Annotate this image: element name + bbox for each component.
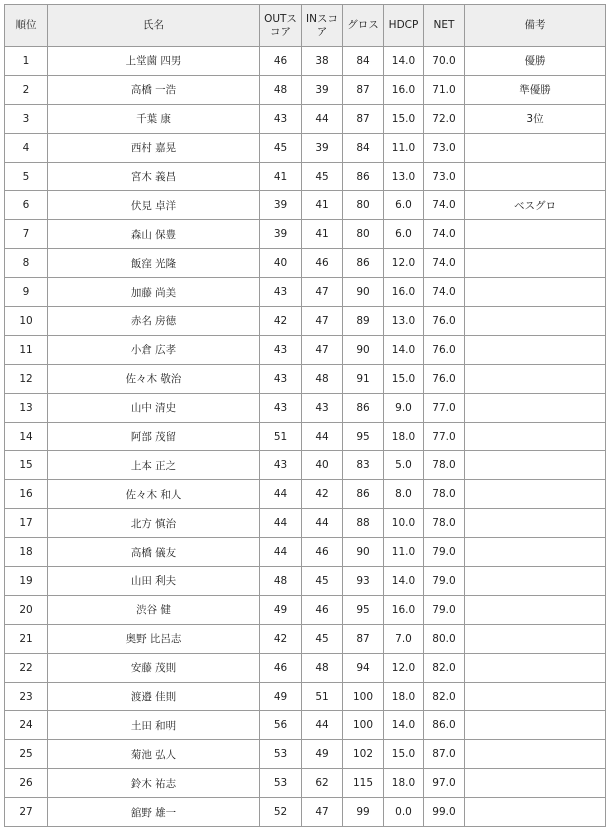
cell-net: 78.0: [424, 451, 465, 480]
cell-hdcp: 18.0: [384, 422, 424, 451]
cell-out-score: 44: [260, 538, 302, 567]
cell-rank: 24: [5, 711, 48, 740]
cell-gross: 87: [343, 104, 384, 133]
cell-hdcp: 12.0: [384, 653, 424, 682]
cell-hdcp: 13.0: [384, 307, 424, 336]
cell-name: 渋谷 健: [48, 595, 260, 624]
cell-rank: 16: [5, 480, 48, 509]
cell-net: 87.0: [424, 740, 465, 769]
cell-out-score: 43: [260, 393, 302, 422]
cell-rank: 22: [5, 653, 48, 682]
cell-rank: 26: [5, 769, 48, 798]
cell-hdcp: 14.0: [384, 47, 424, 76]
cell-notes: [465, 711, 606, 740]
cell-in-score: 41: [302, 191, 343, 220]
cell-name: 渡邉 佳則: [48, 682, 260, 711]
cell-name: 山中 清史: [48, 393, 260, 422]
cell-notes: [465, 682, 606, 711]
cell-net: 99.0: [424, 798, 465, 827]
table-row: [5, 538, 606, 567]
cell-name: 佐々木 敬治: [48, 364, 260, 393]
cell-net: 76.0: [424, 307, 465, 336]
cell-gross: 84: [343, 133, 384, 162]
cell-hdcp: 16.0: [384, 75, 424, 104]
cell-notes: [465, 769, 606, 798]
cell-rank: 15: [5, 451, 48, 480]
cell-rank: 25: [5, 740, 48, 769]
cell-in-score: 40: [302, 451, 343, 480]
cell-net: 78.0: [424, 509, 465, 538]
cell-gross: 84: [343, 47, 384, 76]
cell-net: 70.0: [424, 47, 465, 76]
cell-out-score: 49: [260, 595, 302, 624]
cell-notes: [465, 422, 606, 451]
cell-net: 74.0: [424, 220, 465, 249]
cell-hdcp: 10.0: [384, 509, 424, 538]
cell-rank: 23: [5, 682, 48, 711]
cell-out-score: 51: [260, 422, 302, 451]
cell-out-score: 43: [260, 335, 302, 364]
table-row: [5, 682, 606, 711]
header-net: NET: [424, 5, 465, 47]
cell-in-score: 46: [302, 538, 343, 567]
cell-out-score: 49: [260, 682, 302, 711]
cell-name: 加藤 尚美: [48, 278, 260, 307]
cell-notes: [465, 653, 606, 682]
cell-name: 菊池 弘人: [48, 740, 260, 769]
cell-in-score: 44: [302, 422, 343, 451]
cell-net: 77.0: [424, 393, 465, 422]
cell-gross: 91: [343, 364, 384, 393]
cell-gross: 100: [343, 711, 384, 740]
cell-in-score: 62: [302, 769, 343, 798]
cell-rank: 8: [5, 249, 48, 278]
table-row: [5, 711, 606, 740]
cell-gross: 89: [343, 307, 384, 336]
cell-in-score: 45: [302, 624, 343, 653]
header-rank: 順位: [5, 5, 48, 47]
cell-out-score: 40: [260, 249, 302, 278]
table-row: [5, 75, 606, 104]
cell-in-score: 38: [302, 47, 343, 76]
cell-net: 74.0: [424, 249, 465, 278]
cell-name: 舘野 雄一: [48, 798, 260, 827]
cell-out-score: 44: [260, 509, 302, 538]
cell-name: 鈴木 祐志: [48, 769, 260, 798]
cell-gross: 80: [343, 191, 384, 220]
cell-in-score: 42: [302, 480, 343, 509]
table-row: [5, 307, 606, 336]
cell-name: 小倉 広孝: [48, 335, 260, 364]
cell-out-score: 45: [260, 133, 302, 162]
cell-in-score: 45: [302, 567, 343, 596]
cell-rank: 5: [5, 162, 48, 191]
header-hdcp: HDCP: [384, 5, 424, 47]
cell-out-score: 42: [260, 307, 302, 336]
cell-in-score: 44: [302, 711, 343, 740]
cell-gross: 86: [343, 480, 384, 509]
cell-net: 76.0: [424, 364, 465, 393]
table-row: [5, 740, 606, 769]
cell-rank: 7: [5, 220, 48, 249]
cell-in-score: 43: [302, 393, 343, 422]
cell-out-score: 39: [260, 191, 302, 220]
table-row: [5, 249, 606, 278]
cell-rank: 12: [5, 364, 48, 393]
header-in-score: INスコア: [302, 5, 343, 47]
cell-net: 97.0: [424, 769, 465, 798]
results-table: [4, 4, 606, 827]
cell-gross: 99: [343, 798, 384, 827]
table-row: [5, 133, 606, 162]
cell-gross: 86: [343, 393, 384, 422]
cell-gross: 87: [343, 75, 384, 104]
cell-in-score: 47: [302, 798, 343, 827]
cell-rank: 11: [5, 335, 48, 364]
table-row: [5, 422, 606, 451]
cell-net: 74.0: [424, 278, 465, 307]
table-row: [5, 769, 606, 798]
cell-net: 73.0: [424, 133, 465, 162]
cell-rank: 2: [5, 75, 48, 104]
cell-name: 森山 保豊: [48, 220, 260, 249]
cell-name: 阿部 茂留: [48, 422, 260, 451]
cell-gross: 90: [343, 278, 384, 307]
cell-notes: ベスグロ: [465, 191, 606, 220]
cell-out-score: 42: [260, 624, 302, 653]
cell-in-score: 51: [302, 682, 343, 711]
table-row: [5, 278, 606, 307]
cell-hdcp: 12.0: [384, 249, 424, 278]
cell-out-score: 44: [260, 480, 302, 509]
cell-net: 71.0: [424, 75, 465, 104]
cell-net: 72.0: [424, 104, 465, 133]
cell-net: 79.0: [424, 595, 465, 624]
cell-net: 79.0: [424, 567, 465, 596]
cell-hdcp: 6.0: [384, 191, 424, 220]
cell-out-score: 43: [260, 451, 302, 480]
cell-in-score: 45: [302, 162, 343, 191]
cell-name: 高橋 儀友: [48, 538, 260, 567]
cell-notes: [465, 451, 606, 480]
table-row: [5, 335, 606, 364]
cell-hdcp: 11.0: [384, 538, 424, 567]
cell-net: 74.0: [424, 191, 465, 220]
cell-name: 西村 嘉晃: [48, 133, 260, 162]
cell-notes: [465, 740, 606, 769]
cell-notes: [465, 162, 606, 191]
cell-name: 赤名 房徳: [48, 307, 260, 336]
cell-rank: 4: [5, 133, 48, 162]
cell-gross: 80: [343, 220, 384, 249]
cell-rank: 14: [5, 422, 48, 451]
table-row: [5, 480, 606, 509]
cell-notes: [465, 220, 606, 249]
cell-hdcp: 14.0: [384, 335, 424, 364]
cell-out-score: 43: [260, 278, 302, 307]
header-gross: グロス: [343, 5, 384, 47]
cell-rank: 1: [5, 47, 48, 76]
cell-net: 76.0: [424, 335, 465, 364]
cell-notes: [465, 798, 606, 827]
cell-in-score: 48: [302, 653, 343, 682]
cell-net: 82.0: [424, 682, 465, 711]
table-row: [5, 509, 606, 538]
cell-name: 上本 正之: [48, 451, 260, 480]
cell-gross: 102: [343, 740, 384, 769]
results-table-container: [4, 4, 605, 827]
cell-rank: 6: [5, 191, 48, 220]
cell-out-score: 48: [260, 567, 302, 596]
cell-notes: 準優勝: [465, 75, 606, 104]
cell-name: 奥野 比呂志: [48, 624, 260, 653]
table-row: [5, 220, 606, 249]
cell-rank: 18: [5, 538, 48, 567]
table-row: [5, 393, 606, 422]
cell-gross: 83: [343, 451, 384, 480]
cell-in-score: 39: [302, 75, 343, 104]
cell-out-score: 41: [260, 162, 302, 191]
cell-notes: [465, 480, 606, 509]
cell-out-score: 53: [260, 769, 302, 798]
cell-hdcp: 15.0: [384, 104, 424, 133]
cell-notes: [465, 133, 606, 162]
cell-rank: 17: [5, 509, 48, 538]
cell-name: 高橋 一浩: [48, 75, 260, 104]
cell-rank: 21: [5, 624, 48, 653]
cell-gross: 86: [343, 162, 384, 191]
cell-out-score: 46: [260, 653, 302, 682]
table-row: [5, 567, 606, 596]
table-row: [5, 624, 606, 653]
cell-name: 千葉 康: [48, 104, 260, 133]
cell-notes: [465, 307, 606, 336]
table-row: [5, 595, 606, 624]
cell-notes: 3位: [465, 104, 606, 133]
cell-rank: 3: [5, 104, 48, 133]
header-name: 氏名: [48, 5, 260, 47]
cell-hdcp: 7.0: [384, 624, 424, 653]
cell-hdcp: 9.0: [384, 393, 424, 422]
header-notes: 備考: [465, 5, 606, 47]
cell-notes: [465, 364, 606, 393]
cell-name: 土田 和明: [48, 711, 260, 740]
cell-out-score: 39: [260, 220, 302, 249]
cell-in-score: 49: [302, 740, 343, 769]
cell-in-score: 47: [302, 278, 343, 307]
header-out-score: OUTスコア: [260, 5, 302, 47]
cell-hdcp: 15.0: [384, 364, 424, 393]
cell-out-score: 46: [260, 47, 302, 76]
cell-notes: [465, 278, 606, 307]
cell-hdcp: 11.0: [384, 133, 424, 162]
cell-in-score: 47: [302, 307, 343, 336]
table-row: [5, 191, 606, 220]
cell-notes: [465, 335, 606, 364]
cell-net: 86.0: [424, 711, 465, 740]
cell-notes: 優勝: [465, 47, 606, 76]
cell-notes: [465, 509, 606, 538]
cell-hdcp: 15.0: [384, 740, 424, 769]
cell-hdcp: 13.0: [384, 162, 424, 191]
cell-hdcp: 14.0: [384, 567, 424, 596]
cell-in-score: 47: [302, 335, 343, 364]
table-row: [5, 451, 606, 480]
cell-net: 78.0: [424, 480, 465, 509]
cell-hdcp: 5.0: [384, 451, 424, 480]
cell-notes: [465, 393, 606, 422]
table-header-row: [5, 5, 606, 47]
cell-notes: [465, 249, 606, 278]
cell-name: 佐々木 和人: [48, 480, 260, 509]
cell-out-score: 52: [260, 798, 302, 827]
cell-in-score: 48: [302, 364, 343, 393]
cell-gross: 94: [343, 653, 384, 682]
cell-rank: 27: [5, 798, 48, 827]
cell-notes: [465, 538, 606, 567]
table-row: [5, 798, 606, 827]
cell-out-score: 56: [260, 711, 302, 740]
table-row: [5, 162, 606, 191]
table-row: [5, 104, 606, 133]
cell-hdcp: 0.0: [384, 798, 424, 827]
cell-gross: 86: [343, 249, 384, 278]
cell-in-score: 44: [302, 104, 343, 133]
cell-gross: 90: [343, 335, 384, 364]
cell-rank: 10: [5, 307, 48, 336]
cell-net: 77.0: [424, 422, 465, 451]
cell-hdcp: 18.0: [384, 682, 424, 711]
cell-hdcp: 18.0: [384, 769, 424, 798]
table-row: [5, 364, 606, 393]
cell-net: 80.0: [424, 624, 465, 653]
table-row: [5, 47, 606, 76]
cell-out-score: 53: [260, 740, 302, 769]
cell-gross: 88: [343, 509, 384, 538]
cell-notes: [465, 567, 606, 596]
cell-out-score: 43: [260, 364, 302, 393]
cell-rank: 19: [5, 567, 48, 596]
cell-in-score: 44: [302, 509, 343, 538]
cell-out-score: 43: [260, 104, 302, 133]
cell-out-score: 48: [260, 75, 302, 104]
cell-rank: 13: [5, 393, 48, 422]
cell-name: 上堂薗 四男: [48, 47, 260, 76]
cell-rank: 20: [5, 595, 48, 624]
cell-in-score: 46: [302, 249, 343, 278]
cell-name: 宮木 義昌: [48, 162, 260, 191]
cell-notes: [465, 624, 606, 653]
cell-name: 北方 慎治: [48, 509, 260, 538]
cell-name: 飯窪 光隆: [48, 249, 260, 278]
cell-hdcp: 14.0: [384, 711, 424, 740]
cell-name: 安藤 茂則: [48, 653, 260, 682]
cell-notes: [465, 595, 606, 624]
cell-in-score: 41: [302, 220, 343, 249]
cell-hdcp: 6.0: [384, 220, 424, 249]
cell-hdcp: 16.0: [384, 595, 424, 624]
cell-rank: 9: [5, 278, 48, 307]
cell-net: 73.0: [424, 162, 465, 191]
cell-gross: 95: [343, 422, 384, 451]
cell-in-score: 46: [302, 595, 343, 624]
cell-name: 伏見 卓洋: [48, 191, 260, 220]
cell-net: 79.0: [424, 538, 465, 567]
cell-hdcp: 8.0: [384, 480, 424, 509]
cell-gross: 93: [343, 567, 384, 596]
cell-gross: 115: [343, 769, 384, 798]
cell-name: 山田 利夫: [48, 567, 260, 596]
cell-gross: 90: [343, 538, 384, 567]
cell-net: 82.0: [424, 653, 465, 682]
cell-hdcp: 16.0: [384, 278, 424, 307]
cell-gross: 100: [343, 682, 384, 711]
cell-in-score: 39: [302, 133, 343, 162]
table-row: [5, 653, 606, 682]
cell-gross: 95: [343, 595, 384, 624]
cell-gross: 87: [343, 624, 384, 653]
